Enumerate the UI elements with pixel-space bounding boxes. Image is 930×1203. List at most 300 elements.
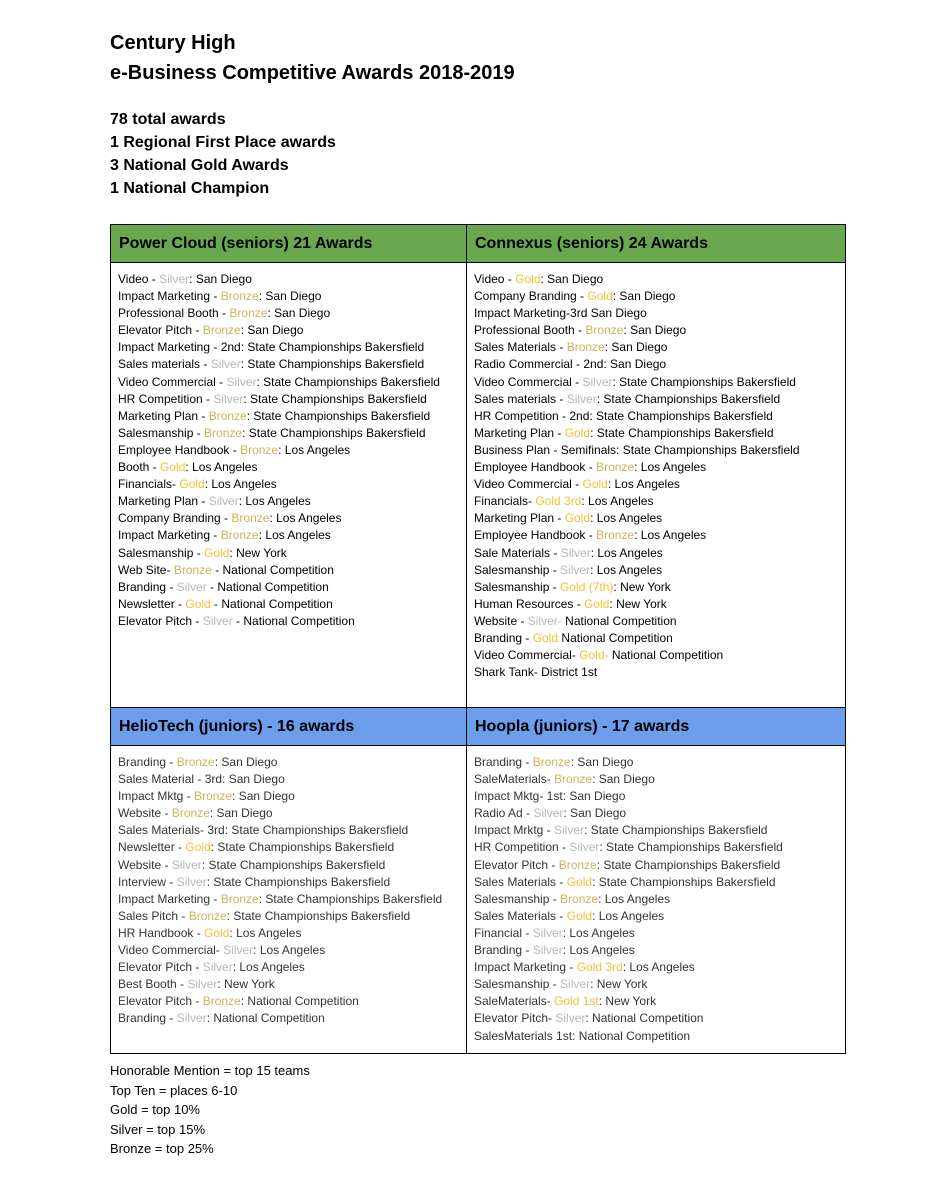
award-text: : State Championships Bakersfield — [246, 408, 431, 423]
award-text: Newsletter - — [118, 596, 186, 611]
award-text: : Los Angeles — [590, 545, 663, 560]
medal-label: Bronze — [560, 891, 599, 906]
award-text: Video Commercial - — [474, 374, 583, 389]
award-text: Employee Handbook - — [118, 442, 241, 457]
award-text: : Los Angeles — [269, 511, 342, 526]
award-text: HR Competition - 2nd: State Championships Bakersfield — [474, 408, 773, 423]
award-entry — [474, 322, 837, 339]
award-entry — [118, 271, 458, 288]
medal-label: Bronze — [566, 340, 605, 355]
award-text: : New York — [613, 579, 671, 594]
award-text: Impact Marketing-3rd San Diego — [474, 306, 647, 321]
award-text: : San Diego — [267, 306, 331, 321]
award-entry — [474, 408, 837, 425]
legend-item: Top Ten = places 6-10 — [110, 1082, 238, 1098]
award-text: Salesmanship - — [474, 891, 561, 906]
award-text: : San Diego — [540, 272, 604, 286]
title-subtitle: e-Business Competitive Awards 2018-2019 — [110, 62, 515, 84]
award-entry — [118, 805, 458, 822]
award-text: HR Competition - — [474, 840, 570, 855]
medal-label: Silver — [210, 357, 241, 372]
medal-label: Gold — [566, 874, 593, 889]
medal-label: Silver — [226, 374, 257, 389]
award-entry — [118, 288, 458, 305]
award-entry — [118, 374, 458, 391]
award-text: Elevator Pitch - — [118, 323, 203, 338]
award-text: : State Championships Bakersfield — [210, 840, 395, 855]
award-text: Branding - — [118, 1011, 177, 1026]
award-entry — [474, 976, 837, 993]
award-text: Video Commercial- — [118, 943, 224, 958]
award-text: Company Branding - — [474, 289, 588, 304]
award-text: : Los Angeles — [204, 477, 277, 492]
medal-label: Bronze — [231, 511, 270, 526]
medal-label: Gold- — [579, 648, 609, 663]
award-text: : State Championships Bakersfield — [590, 425, 774, 440]
medal-label: Silver — [187, 977, 218, 992]
award-text: Impact Mktg- 1st: San Diego — [474, 789, 626, 804]
award-entry — [118, 839, 458, 856]
award-entry — [474, 596, 837, 613]
medal-label: Bronze — [229, 306, 268, 321]
medal-label: Silver — [532, 943, 563, 958]
summary-line: 1 Regional First Place awards — [110, 134, 336, 151]
medal-label: Gold 3rd — [576, 960, 623, 975]
award-entry — [474, 805, 837, 822]
award-text: Sale Materials - — [474, 545, 561, 560]
award-entry — [118, 891, 458, 908]
award-entry — [118, 459, 458, 476]
award-entry — [118, 822, 458, 839]
award-text: National Competition — [561, 613, 677, 628]
award-text: Radio Commercial - 2nd: San Diego — [474, 357, 667, 372]
award-text: : National Competition — [240, 994, 359, 1009]
legend-item: Bronze = top 25% — [110, 1141, 214, 1156]
award-text: Impact Marketing - — [474, 960, 577, 975]
medal-label: Gold 3rd — [535, 494, 582, 509]
award-entry — [118, 976, 458, 993]
award-entry — [118, 857, 458, 874]
summary-line: 1 National Champion — [110, 180, 270, 197]
medal-label: Gold — [185, 596, 211, 611]
award-text: Video - — [118, 272, 160, 286]
award-text: : Los Angeles — [598, 891, 671, 906]
award-text: : San Diego — [214, 755, 278, 769]
award-text: Branding - — [474, 630, 533, 645]
medal-label: Silver — [569, 840, 600, 855]
award-text: : State Championships Bakersfield — [242, 425, 426, 440]
award-text: : Los Angeles — [622, 960, 695, 975]
medal-label: Bronze — [204, 425, 243, 440]
medal-label: Bronze — [208, 408, 247, 423]
award-entry — [474, 630, 837, 647]
award-text: Salesmanship - — [474, 579, 561, 594]
award-text: : Los Angeles — [592, 908, 665, 923]
award-text: Impact Mrktg - — [474, 823, 555, 838]
award-text: Website - — [118, 806, 172, 821]
medal-label: Gold — [204, 925, 230, 940]
medal-label: Silver — [560, 562, 591, 577]
award-entry — [118, 476, 458, 493]
award-entry — [474, 493, 837, 510]
award-entry — [118, 942, 458, 959]
page-title — [110, 28, 515, 88]
award-text: : San Diego — [604, 340, 668, 355]
medal-label: Gold — [584, 596, 610, 611]
medal-label: Gold — [587, 289, 613, 304]
award-text: Professional Booth - — [118, 306, 230, 321]
award-text: : Los Angeles — [634, 460, 707, 475]
award-text: Sales Materials - — [474, 340, 567, 355]
award-text: : San Diego — [563, 806, 627, 821]
award-text: Elevator Pitch - — [118, 994, 203, 1009]
award-text: Employee Handbook - — [474, 460, 597, 475]
medal-label: Silver — [566, 391, 597, 406]
award-text: : Los Angeles — [258, 528, 331, 543]
award-text: Human Resources - — [474, 596, 585, 611]
award-text: : San Diego — [623, 323, 687, 338]
award-text: : State Championships Bakersfield — [206, 874, 391, 889]
award-entry — [474, 476, 837, 493]
award-text: : Los Angeles — [232, 960, 305, 975]
award-text: : State Championships Bakersfield — [612, 374, 796, 389]
medal-label: Bronze — [558, 857, 597, 872]
award-text: Sales materials - — [474, 391, 567, 406]
medal-label: Bronze — [596, 460, 635, 475]
award-text: : San Diego — [612, 289, 676, 304]
award-entry — [474, 613, 837, 630]
award-text: : Los Angeles — [590, 562, 663, 577]
team-header-power-cloud: Power Cloud (seniors) 21 Awards — [111, 225, 467, 263]
medal-label: Bronze — [240, 442, 279, 457]
award-text: : State Championships Bakersfield — [201, 857, 386, 872]
medal-label: Bronze — [220, 289, 259, 304]
award-text: Impact Marketing - — [118, 891, 221, 906]
medal-label: Gold — [515, 272, 541, 286]
award-text: National Competition — [608, 648, 724, 663]
award-text: Salesmanship - — [474, 977, 561, 992]
award-text: Sales Materials- 3rd: State Championships Bakersfield — [118, 823, 409, 838]
award-text: : Los Angeles — [562, 925, 635, 940]
legend-item: Silver = top 15% — [110, 1121, 206, 1137]
award-legend — [110, 1061, 310, 1159]
award-text: : New York — [609, 596, 667, 611]
award-entry — [118, 527, 458, 544]
award-text: : San Diego — [570, 755, 634, 769]
award-text: Marketing Plan - — [474, 511, 565, 526]
award-entry — [474, 993, 837, 1010]
medal-label: Gold — [179, 477, 205, 492]
award-entry — [118, 788, 458, 805]
award-entry — [118, 425, 458, 442]
medal-label: Silver — [176, 874, 207, 889]
award-entry — [118, 339, 458, 356]
award-text: Video - — [474, 272, 516, 286]
award-text: : National Competition — [206, 1011, 325, 1026]
medal-label: Bronze — [220, 891, 259, 906]
award-text: Marketing Plan - — [118, 494, 209, 509]
award-text: Financials- — [474, 494, 536, 509]
award-text: : San Diego — [592, 772, 655, 787]
medal-label: Silver — [208, 494, 239, 509]
award-entry — [118, 874, 458, 891]
award-entry — [474, 857, 837, 874]
medal-label: Silver — [560, 545, 591, 560]
award-text: National Competition — [558, 630, 673, 645]
team-header-hoopla: Hoopla (juniors) - 17 awards — [467, 708, 846, 746]
award-text: Salesmanship - — [474, 562, 561, 577]
award-entry — [474, 545, 837, 562]
award-text: : San Diego — [232, 789, 295, 804]
award-text: Employee Handbook - — [474, 528, 597, 543]
award-entry — [474, 442, 837, 459]
award-text: Best Booth - — [118, 977, 188, 992]
award-text: Financials- — [118, 477, 180, 492]
award-entry — [474, 391, 837, 408]
legend-item: Honorable Mention = top 15 teams — [110, 1063, 310, 1078]
award-entry — [474, 1028, 837, 1045]
award-text: - National Competition — [206, 579, 329, 594]
team-awards-heliotech — [111, 746, 467, 1054]
award-entry — [474, 425, 837, 442]
award-text: Branding - — [474, 943, 533, 958]
award-text: SaleMaterials- — [474, 772, 555, 787]
award-entry — [474, 356, 837, 373]
award-text: : Los Angeles — [253, 943, 326, 958]
medal-label: Gold (7th) — [560, 579, 614, 594]
medal-label: Gold — [204, 545, 230, 560]
medal-label: Silver — [555, 1011, 586, 1026]
award-summary — [110, 108, 336, 200]
award-text: Salesmanship - — [118, 425, 205, 440]
award-entry — [118, 959, 458, 976]
award-text: : State Championships Bakersfield — [599, 840, 783, 855]
award-text: Elevator Pitch - — [118, 960, 203, 975]
award-text: HR Handbook - — [118, 925, 205, 940]
award-text: - National Competition — [211, 562, 334, 577]
awards-table — [110, 224, 846, 1054]
award-entry — [118, 305, 458, 322]
award-text: : Los Angeles — [607, 477, 680, 492]
medal-label: Silver — [176, 579, 207, 594]
award-text: Booth - — [118, 460, 161, 475]
award-text: : State Championships Bakersfield — [596, 857, 781, 872]
award-text: : New York — [217, 977, 275, 992]
award-text: Website - — [118, 857, 172, 872]
award-text: : New York — [598, 994, 657, 1009]
award-entry — [474, 959, 837, 976]
award-entry — [118, 545, 458, 562]
medal-label: Gold — [564, 425, 591, 440]
award-text: : State Championships Bakersfield — [243, 391, 427, 406]
award-entry — [118, 754, 458, 771]
award-entry — [474, 942, 837, 959]
award-text: : Los Angeles — [634, 528, 707, 543]
award-entry — [474, 647, 837, 664]
medal-label: Silver- — [527, 613, 562, 628]
award-text: : Los Angeles — [562, 943, 635, 958]
award-entry — [118, 771, 458, 788]
medal-label: Bronze — [202, 994, 241, 1009]
award-text: Web Site- — [118, 562, 174, 577]
award-text: : State Championships Bakersfield — [240, 357, 425, 372]
award-entry — [474, 1010, 837, 1027]
award-entry — [118, 1010, 458, 1027]
medal-label: Silver — [554, 823, 585, 838]
award-text: : State Championships Bakersfield — [226, 908, 411, 923]
award-entry — [474, 822, 837, 839]
award-text: : State Championships Bakersfield — [258, 891, 443, 906]
team-awards-power-cloud — [111, 263, 467, 708]
award-entry — [118, 408, 458, 425]
medal-label: Silver — [582, 374, 613, 389]
award-text: Business Plan - Semifinals: State Championships Bakersfield — [474, 442, 800, 457]
award-entry — [118, 925, 458, 942]
summary-line: 3 National Gold Awards — [110, 157, 289, 174]
award-entry — [118, 493, 458, 510]
team-awards-connexus — [467, 263, 846, 708]
award-text: Sales Material - 3rd: San Diego — [118, 772, 285, 787]
award-entry — [118, 613, 458, 630]
medal-label: Gold — [532, 630, 559, 645]
medal-label: Silver — [159, 272, 190, 286]
award-text: Elevator Pitch- — [474, 1011, 556, 1026]
award-text: Impact Marketing - — [118, 528, 221, 543]
award-text: : New York — [229, 545, 287, 560]
award-entry — [118, 579, 458, 596]
medal-label: Silver — [202, 960, 233, 975]
award-text: Sales Pitch - — [118, 908, 189, 923]
medal-label: Silver — [223, 943, 254, 958]
award-text: Branding - — [118, 579, 177, 594]
award-entry — [118, 391, 458, 408]
award-text: - National Competition — [232, 613, 355, 628]
award-text: Sales Materials - — [474, 908, 567, 923]
award-text: Branding - — [118, 755, 177, 769]
summary-line: 78 total awards — [110, 111, 226, 128]
award-text: Marketing Plan - — [118, 408, 209, 423]
award-text: Salesmanship - — [118, 545, 205, 560]
medal-label: Silver — [213, 391, 244, 406]
medal-label: Gold 1st — [554, 994, 599, 1009]
award-text: : Los Angeles — [229, 925, 302, 940]
award-entry — [474, 891, 837, 908]
award-text: : San Diego — [209, 806, 273, 821]
award-text: Impact Mktg - — [118, 789, 195, 804]
award-entry — [474, 288, 837, 305]
medal-label: Gold — [160, 460, 186, 475]
team-header-connexus: Connexus (seniors) 24 Awards — [467, 225, 846, 263]
award-text: : San Diego — [189, 272, 252, 286]
medal-label: Bronze — [188, 908, 227, 923]
award-text: Professional Booth - — [474, 323, 586, 338]
award-text: : New York — [590, 977, 648, 992]
team-awards-hoopla — [467, 746, 846, 1054]
award-text: Sales materials - — [118, 357, 211, 372]
medal-label: Gold — [564, 511, 591, 526]
award-text: : National Competition — [585, 1011, 704, 1026]
award-text: : State Championships Bakersfield — [592, 874, 776, 889]
award-entry — [474, 305, 837, 322]
award-entry — [474, 908, 837, 925]
award-text: : San Diego — [258, 289, 322, 304]
award-text: Video Commercial- — [474, 648, 580, 663]
award-entry — [118, 356, 458, 373]
award-text: Website - — [474, 613, 528, 628]
award-text: : Los Angeles — [278, 442, 351, 457]
medal-label: Bronze — [585, 323, 624, 338]
medal-label: Bronze — [171, 806, 210, 821]
medal-label: Silver — [171, 857, 202, 872]
award-text: SalesMaterials 1st: National Competition — [474, 1028, 691, 1043]
award-text: Video Commercial - — [118, 374, 227, 389]
award-text: Elevator Pitch - — [118, 613, 203, 628]
medal-label: Bronze — [220, 528, 259, 543]
award-text: : Los Angeles — [185, 460, 258, 475]
award-text: SaleMaterials- — [474, 994, 555, 1009]
award-text: Video Commercial - — [474, 477, 583, 492]
legend-item: Gold = top 10% — [110, 1102, 200, 1117]
medal-label: Gold — [185, 840, 211, 855]
medal-label: Bronze — [173, 562, 212, 577]
award-text: : San Diego — [240, 323, 304, 338]
award-text: Impact Marketing - 2nd: State Championships Bakersfield — [118, 340, 425, 355]
award-entry — [474, 271, 837, 288]
award-entry — [474, 510, 837, 527]
award-entry — [474, 579, 837, 596]
award-entry — [118, 908, 458, 925]
award-text: Interview - — [118, 874, 177, 889]
title-school: Century High — [110, 32, 236, 54]
medal-label: Silver — [532, 925, 563, 940]
award-text: Company Branding - — [118, 511, 232, 526]
award-entry — [474, 527, 837, 544]
award-text: Financial - — [474, 925, 533, 940]
medal-label: Bronze — [554, 772, 593, 787]
award-text: : State Championships Bakersfield — [256, 374, 440, 389]
award-text: Impact Marketing - — [118, 289, 221, 304]
award-text: : State Championships Bakersfield — [584, 823, 768, 838]
award-entry — [474, 339, 837, 356]
award-entry — [118, 993, 458, 1010]
medal-label: Gold — [582, 477, 608, 492]
medal-label: Bronze — [202, 323, 241, 338]
award-entry — [474, 459, 837, 476]
award-entry — [474, 925, 837, 942]
team-header-heliotech: HelioTech (juniors) - 16 awards — [111, 708, 467, 746]
award-text: Radio Ad - — [474, 806, 534, 821]
medal-label: Silver — [202, 613, 233, 628]
award-text: Sales Materials - — [474, 874, 567, 889]
medal-label: Silver — [176, 1011, 207, 1026]
award-entry — [118, 596, 458, 613]
medal-label: Silver — [533, 806, 564, 821]
award-entry — [474, 874, 837, 891]
medal-label: Bronze — [532, 755, 571, 769]
award-text: Marketing Plan - — [474, 425, 565, 440]
medal-label: Bronze — [596, 528, 635, 543]
award-entry — [474, 771, 837, 788]
medal-label: Bronze — [176, 755, 215, 769]
award-entry — [474, 374, 837, 391]
award-text: : Los Angeles — [581, 494, 654, 509]
award-text: Branding - — [474, 755, 533, 769]
award-entry — [118, 322, 458, 339]
award-entry — [118, 562, 458, 579]
award-entry — [118, 510, 458, 527]
award-text: : State Championships Bakersfield — [596, 391, 781, 406]
award-text: : Los Angeles — [590, 511, 663, 526]
